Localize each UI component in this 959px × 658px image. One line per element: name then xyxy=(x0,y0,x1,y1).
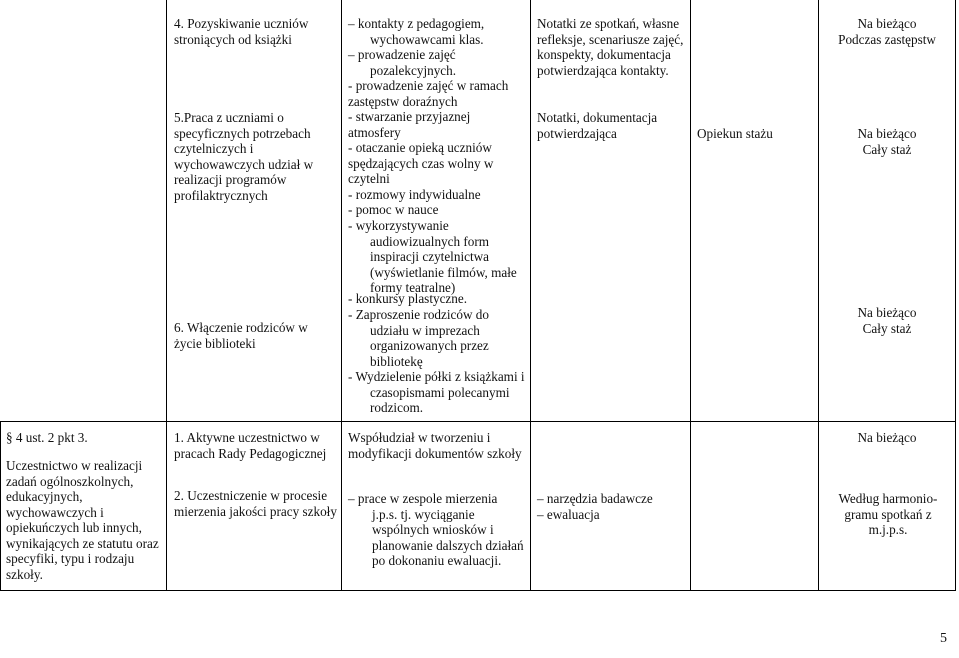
requirement-description: Uczestnictwo w realizacji zadań ogólnoszkolnych, edukacyjnych, wychowawczych i opiekuńczych lub innych, wynikających ze statutu oraz specyfiki, typu i rodzaju szkoły. xyxy=(6,458,159,582)
task-extracurricular: – prowadzenie zajęć pozalekcyjnych. xyxy=(348,47,457,78)
schedule-1: Na bieżąco Podczas zastępstw xyxy=(838,16,936,47)
task-contests: - konkursy plastyczne. xyxy=(348,291,468,306)
task-atmosphere: - stwarzanie przyjaznej atmosfery xyxy=(348,109,471,140)
evidence-evaluation: – ewaluacja xyxy=(537,507,600,522)
schedule-3: Na bieżąco Cały staż xyxy=(857,305,917,336)
evidence-notes-1: Notatki ze spotkań, własne refleksje, scenariusze zajęć, konspekty, dokumentacja potwierdzająca kontakty. xyxy=(537,16,684,78)
task-contacts: – kontakty z pedagogiem, wychowawcami klas. xyxy=(348,16,485,47)
evidence-tools: – narzędzia badawcze xyxy=(537,491,653,506)
objective-rada: 1. Aktywne uczestnictwo w pracach Rady Pedagogicznej xyxy=(174,430,327,461)
task-evaluation-team: – prace w zespole mierzenia j.p.s. tj. wyciąganie wspólnych wniosków i planowanie dalszych działań po dokonaniu ewaluacji. xyxy=(348,491,524,568)
task-help: - pomoc w nauce xyxy=(348,202,439,217)
task-invite-parents: - Zaproszenie rodziców do udziału w imprezach organizowanych przez bibliotekę xyxy=(348,307,489,369)
schedule-4: Na bieżąco xyxy=(857,430,917,445)
schedule-5: Według harmonio-gramu spotkań z m.j.p.s. xyxy=(838,491,938,537)
task-talks: - rozmowy indywidualne xyxy=(348,187,481,202)
objective-item-4: 4. Pozyskiwanie uczniów stroniących od książki xyxy=(174,16,309,47)
responsible-person: Opiekun stażu xyxy=(697,126,773,141)
page-number: 5 xyxy=(940,631,947,646)
task-documents: Współudział w tworzeniu i modyfikacji dokumentów szkoły xyxy=(348,430,522,461)
task-substitutions: - prowadzenie zajęć w ramach zastępstw doraźnych xyxy=(348,78,509,109)
task-shelf: - Wydzielenie półki z książkami i czasopismami polecanymi rodzicom. xyxy=(348,369,525,415)
objective-item-6: 6. Włączenie rodziców w życie biblioteki xyxy=(174,320,308,351)
objective-item-5: 5.Praca z uczniami o specyficznych potrzebach czytelniczych i wychowawczych udział w realizacji programów profilaktrycznych xyxy=(174,110,314,203)
evidence-notes-2: Notatki, dokumentacja potwierdzająca xyxy=(537,110,658,141)
task-care: - otaczanie opieką uczniów spędzających czas wolny w czytelni xyxy=(348,140,494,186)
schedule-2: Na bieżąco Cały staż xyxy=(857,126,917,157)
objective-quality: 2. Uczestniczenie w procesie mierzenia jakości pracy szkoły xyxy=(174,488,337,519)
task-audiovisual: - wykorzystywanie audiowizualnych form inspiracji czytelnictwa (wyświetlanie filmów, małe formy teatralne) xyxy=(348,218,517,295)
regulation-reference: § 4 ust. 2 pkt 3. xyxy=(6,430,88,445)
